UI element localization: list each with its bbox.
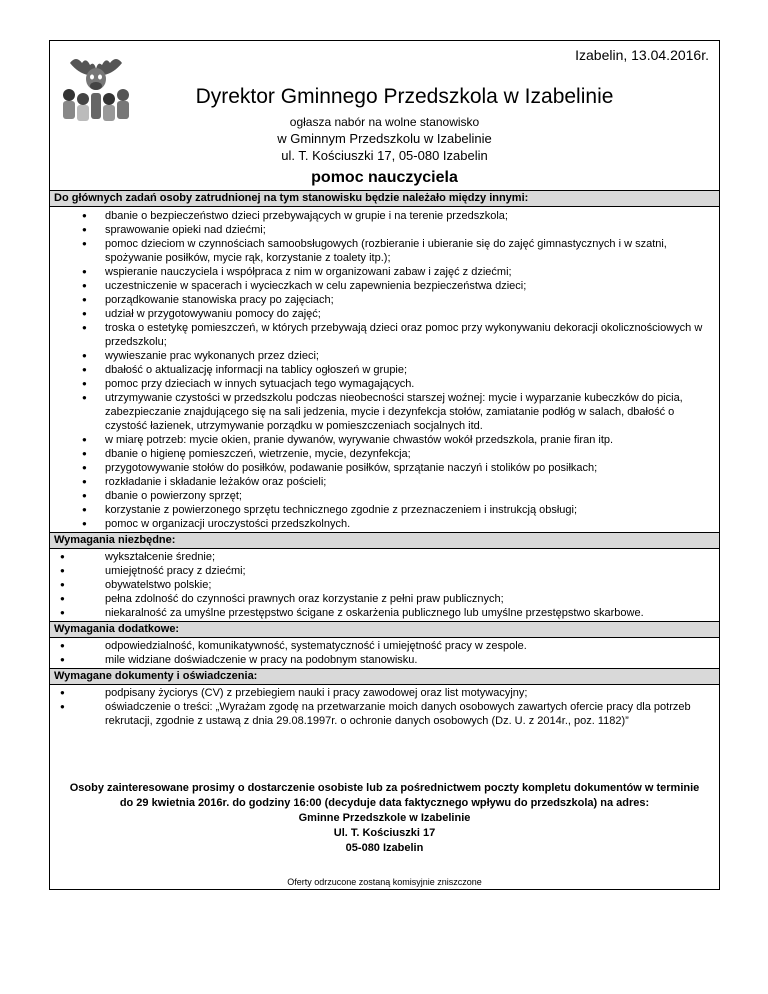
bullet-icon: ● [82,225,87,234]
closing-line: Osoby zainteresowane prosimy o dostarczenie osobiste lub za pośrednictwem poczty kompletu dokumentów w terminie [69,782,700,794]
bullet-icon: ● [82,323,87,332]
list-item-text: korzystanie z powierzonego sprzętu technicznego zgodnie z przeznaczeniem i instrukcją obsługi; [105,504,578,516]
bullet-icon: ● [82,211,87,220]
list-item-text: pomoc dzieciom w czynnościach samoobsługowych (rozbieranie i ubieranie się do zajęć gimnastycznych i w szatni, spożywanie posiłków, mycie rąk, korzystanie z toalety itp.); [105,238,667,264]
announcement-frame [49,40,720,890]
bullet-icon: ● [60,552,65,561]
list-item [50,639,719,653]
bullet-icon: ● [60,688,65,697]
bullet-icon: ● [82,463,87,472]
institution-address: ul. T. Kościuszki 17, 05-080 Izabelin [281,148,488,163]
required-list [50,549,719,621]
bullet-icon: ● [60,580,65,589]
list-item-text: przygotowywanie stołów do posiłków, podawanie posiłków, sprzątanie naczyń i stolików po posiłkach; [105,462,598,474]
list-item [50,391,719,433]
list-item-text: podpisany życiorys (CV) z przebiegiem nauki i pracy zawodowej oraz list motywacyjny; [105,687,528,699]
bullet-icon: ● [82,281,87,290]
documents-heading: Wymagane dokumenty i oświadczenia: [50,668,719,685]
bullet-icon: ● [82,309,87,318]
bullet-icon: ● [60,608,65,617]
list-item [50,349,719,363]
list-item-text: pomoc w organizacji uroczystości przedszkolnych. [105,518,351,530]
additional-heading: Wymagania dodatkowe: [50,621,719,638]
closing-text [50,781,719,856]
list-item-text: dbanie o powierzony sprzęt; [105,490,242,502]
date-line: Izabelin, 13.04.2016r. [575,47,709,63]
list-item [50,293,719,307]
bullet-icon: ● [82,239,87,248]
list-item [50,377,719,391]
content-sections [50,190,719,729]
list-item-text: uczestniczenie w spacerach i wycieczkach w celu zapewnienia bezpieczeństwa dzieci; [105,280,527,292]
position-title: pomoc nauczyciela [311,169,458,186]
list-item [50,564,719,578]
bullet-icon: ● [82,379,87,388]
bullet-icon: ● [82,267,87,276]
list-item [50,686,719,700]
list-item [50,550,719,564]
list-item-text: wykształcenie średnie; [105,551,216,563]
bullet-icon: ● [82,393,87,402]
bullet-icon: ● [82,295,87,304]
list-item [50,592,719,606]
list-item-text: wywieszanie prac wykonanych przez dzieci; [105,350,319,362]
list-item [50,307,719,321]
list-item [50,433,719,447]
closing-address-name: Gminne Przedszkole w Izabelinie [298,812,471,824]
list-item [50,279,719,293]
bullet-icon: ● [82,477,87,486]
additional-list [50,638,719,668]
list-item [50,209,719,223]
list-item-text: utrzymywanie czystości w przedszkolu podczas nieobecności starszej woźnej: mycie i wyparzanie kubeczków do picia, zabezpieczanie znajdującego się na sali jedzenia, mycie i dezynfekcja stołów, zamiatanie podłóg w salach, dbałość o czystość łazienek, utrzymywanie porządku w pomieszczeniach socjalnych itd. [105,392,683,432]
list-item [50,606,719,620]
closing-address-street: Ul. T. Kościuszki 17 [333,827,436,839]
list-item-text: odpowiedzialność, komunikatywność, systematyczność i umiejętność pracy w zespole. [105,640,527,652]
list-item [50,447,719,461]
bullet-icon: ● [60,641,65,650]
list-item-text: sprawowanie opieki nad dziećmi; [105,224,266,236]
list-item [50,265,719,279]
page-title: Dyrektor Gminnego Przedszkola w Izabelinie [195,85,614,108]
bullet-icon: ● [82,449,87,458]
bullet-icon: ● [82,519,87,528]
list-item [50,503,719,517]
list-item [50,578,719,592]
list-item-text: dbanie o higienę pomieszczeń, wietrzenie, mycie, dezynfekcja; [105,448,411,460]
list-item [50,700,719,728]
list-item [50,517,719,531]
list-item [50,321,719,349]
list-item-text: troska o estetykę pomieszczeń, w których przebywają dzieci oraz pomoc przy wykonywaniu dekoracji okolicznościowych w przedszkolu; [105,322,703,348]
list-item-text: mile widziane doświadczenie w pracy na podobnym stanowisku. [105,654,418,666]
closing-line: do 29 kwietnia 2016r. do godziny 16:00 (decyduje data faktycznego wpływu do przedszkola) na adres: [119,797,650,809]
list-item [50,461,719,475]
footer-note: Oferty odrzucone zostaną komisyjnie zniszczone [287,877,482,887]
list-item [50,653,719,667]
list-item-text: porządkowanie stanowiska pracy po zajęciach; [105,294,334,306]
list-item [50,363,719,377]
bullet-icon: ● [82,435,87,444]
list-item [50,237,719,265]
list-item-text: rozkładanie i składanie leżaków oraz pościeli; [105,476,327,488]
bullet-icon: ● [82,351,87,360]
bullet-icon: ● [82,505,87,514]
announcement-subtitle: ogłasza nabór na wolne stanowisko [289,115,480,129]
bullet-icon: ● [82,491,87,500]
list-item [50,489,719,503]
list-item-text: w miarę potrzeb: mycie okien, pranie dywanów, wyrywanie chwastów wokół przedszkola, pranie firan itp. [105,434,614,446]
required-heading: Wymagania niezbędne: [50,532,719,549]
duties-list [50,207,719,532]
list-item [50,475,719,489]
list-item-text: wspieranie nauczyciela i współpraca z nim w organizowani zabaw i zajęć z dziećmi; [105,266,512,278]
bullet-icon: ● [82,365,87,374]
duties-heading: Do głównych zadań osoby zatrudnionej na tym stanowisku będzie należało między innymi: [50,190,719,207]
list-item-text: oświadczenie o treści: „Wyrażam zgodę na przetwarzanie moich danych osobowych zawartych ofercie pracy dla potrzeb rekrutacji, zgodnie z ustawą z dnia 29.08.1997r. o ochronie danych osobowych (Dz. U. z 2014r., poz. 1182)” [105,701,691,727]
documents-list [50,685,719,729]
bullet-icon: ● [60,594,65,603]
list-item-text: pomoc przy dzieciach w innych sytuacjach tego wymagających. [105,378,415,390]
list-item-text: udział w przygotowywaniu pomocy do zajęć; [105,308,321,320]
list-item-text: dbanie o bezpieczeństwo dzieci przebywających w grupie i na terenie przedszkola; [105,210,508,222]
list-item-text: pełna zdolność do czynności prawnych oraz korzystanie z pełni praw publicznych; [105,593,504,605]
bullet-icon: ● [60,655,65,664]
list-item-text: niekaralność za umyślne przestępstwo ścigane z oskarżenia publicznego lub umyślne przestępstwo skarbowe. [105,607,644,619]
institution-name: w Gminnym Przedszkolu w Izabelinie [277,131,492,146]
bullet-icon: ● [60,702,65,711]
list-item-text: dbałość o aktualizację informacji na tablicy ogłoszeń w grupie; [105,364,408,376]
list-item-text: umiejętność pracy z dziećmi; [105,565,246,577]
closing-address-city: 05-080 Izabelin [345,842,424,854]
list-item [50,223,719,237]
list-item-text: obywatelstwo polskie; [105,579,212,591]
bullet-icon: ● [60,566,65,575]
